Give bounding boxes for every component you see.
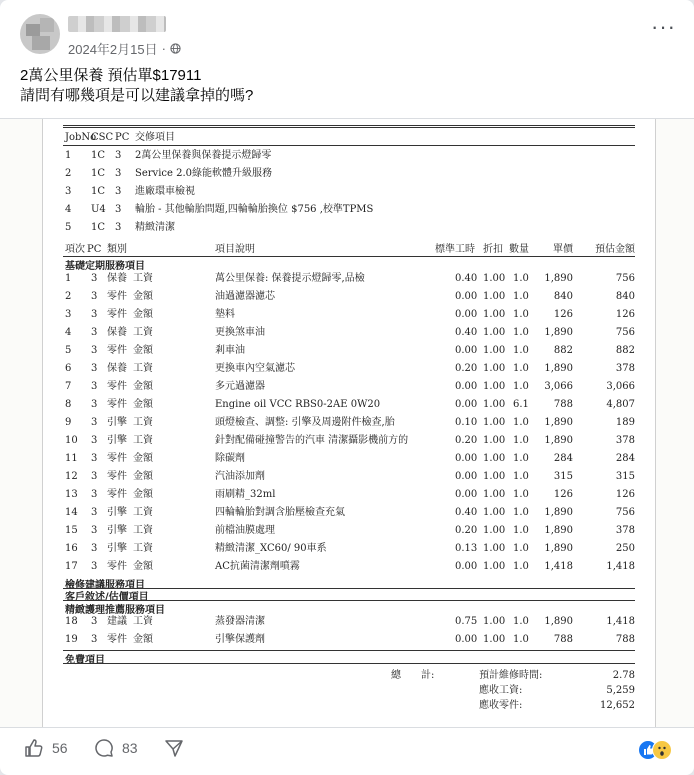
post-date[interactable]: 2024年2月15日 bbox=[68, 42, 158, 57]
item-cell-qty: 1.0 bbox=[513, 489, 529, 500]
item-cell-type: 保養 bbox=[107, 327, 127, 338]
job-cell: 3 bbox=[115, 186, 122, 197]
comment-button[interactable] bbox=[94, 738, 138, 758]
item-cell-idx: 9 bbox=[65, 417, 72, 428]
item-cell-disc: 1.00 bbox=[483, 273, 506, 284]
item-cell-type: 保養 bbox=[107, 273, 127, 284]
item-cell-type: 零件 bbox=[107, 291, 127, 302]
more-options-button[interactable]: ··· bbox=[651, 14, 676, 39]
post-actions bbox=[0, 728, 694, 772]
post-text-line2: 請問有哪幾項是可以建議拿掉的嗎? bbox=[20, 87, 254, 104]
item-cell-pc: 3 bbox=[91, 435, 98, 446]
item-cell-price: 126 bbox=[553, 309, 573, 320]
item-cell-std: 0.00 bbox=[455, 471, 478, 482]
item-cell-est: 788 bbox=[615, 634, 635, 645]
item-cell-idx: 11 bbox=[65, 453, 78, 464]
item-cell-pc: 3 bbox=[91, 417, 98, 428]
item-cell-idx: 19 bbox=[65, 634, 78, 645]
item-cell-kind: 金額 bbox=[133, 345, 153, 356]
item-cell-type: 零件 bbox=[107, 381, 127, 392]
item-cell-kind: 金額 bbox=[133, 399, 153, 410]
meta-separator: · bbox=[161, 41, 166, 56]
item-header-disc: 折扣 bbox=[483, 244, 503, 255]
item-header-rule bbox=[63, 256, 635, 257]
section-customer: 客戶敘述/估價項目 bbox=[65, 592, 149, 603]
item-cell-std: 0.00 bbox=[455, 489, 478, 500]
section2-rule bbox=[63, 588, 635, 589]
item-cell-type: 零件 bbox=[107, 634, 127, 645]
item-header-pc: PC bbox=[87, 244, 102, 255]
item-cell-pc: 3 bbox=[91, 345, 98, 356]
item-cell-desc: 萬公里保養: 保養提示燈歸零,品檢 bbox=[215, 273, 365, 284]
item-cell-disc: 1.00 bbox=[483, 417, 506, 428]
item-cell-kind: 金額 bbox=[133, 453, 153, 464]
item-header-cat: 類別 bbox=[107, 244, 127, 255]
item-cell-type: 建議 bbox=[107, 616, 127, 627]
item-cell-type: 引擎 bbox=[107, 525, 127, 536]
item-cell-price: 1,890 bbox=[544, 543, 573, 554]
item-header-idx: 項次 bbox=[65, 244, 85, 255]
item-cell-disc: 1.00 bbox=[483, 489, 506, 500]
item-cell-desc: 更換煞車油 bbox=[215, 327, 265, 338]
reaction-summary[interactable] bbox=[638, 740, 678, 760]
item-cell-pc: 3 bbox=[91, 489, 98, 500]
item-cell-disc: 1.00 bbox=[483, 471, 506, 482]
item-cell-kind: 工資 bbox=[133, 543, 153, 554]
section-basic-service: 基礎定期服務項目 bbox=[65, 261, 145, 272]
item-cell-est: 882 bbox=[615, 345, 635, 356]
item-cell-pc: 3 bbox=[91, 507, 98, 518]
item-cell-qty: 1.0 bbox=[513, 273, 529, 284]
item-cell-desc: 剎車油 bbox=[215, 345, 245, 356]
item-cell-kind: 工資 bbox=[133, 525, 153, 536]
section4-rule bbox=[63, 650, 635, 651]
item-cell-qty: 1.0 bbox=[513, 453, 529, 464]
item-cell-est: 3,066 bbox=[606, 381, 635, 392]
post-meta bbox=[68, 39, 181, 58]
wow-reaction-icon bbox=[652, 740, 672, 760]
item-cell-std: 0.00 bbox=[455, 381, 478, 392]
item-cell-pc: 3 bbox=[91, 453, 98, 464]
item-cell-desc: 墊料 bbox=[215, 309, 235, 320]
item-cell-idx: 2 bbox=[65, 291, 72, 302]
item-cell-kind: 金額 bbox=[133, 561, 153, 572]
job-cell: 1C bbox=[91, 168, 106, 179]
item-cell-std: 0.00 bbox=[455, 634, 478, 645]
item-cell-kind: 金額 bbox=[133, 381, 153, 392]
item-cell-std: 0.00 bbox=[455, 345, 478, 356]
item-cell-idx: 12 bbox=[65, 471, 78, 482]
job-header-cell: 交修項目 bbox=[135, 132, 175, 143]
item-cell-disc: 1.00 bbox=[483, 507, 506, 518]
item-cell-disc: 1.00 bbox=[483, 363, 506, 374]
comment-bubble-icon bbox=[94, 738, 114, 758]
item-cell-type: 引擎 bbox=[107, 507, 127, 518]
item-cell-desc: 精緻清潔_XC60/ 90車系 bbox=[215, 543, 327, 554]
item-cell-idx: 6 bbox=[65, 363, 72, 374]
job-cell: 5 bbox=[65, 222, 72, 233]
total-label: 總 計: bbox=[391, 670, 435, 681]
doc-top-rule bbox=[63, 125, 635, 126]
item-cell-qty: 1.0 bbox=[513, 634, 529, 645]
item-cell-disc: 1.00 bbox=[483, 634, 506, 645]
job-cell: 3 bbox=[115, 168, 122, 179]
item-cell-price: 1,890 bbox=[544, 327, 573, 338]
item-cell-kind: 工資 bbox=[133, 363, 153, 374]
item-cell-disc: 1.00 bbox=[483, 327, 506, 338]
item-cell-idx: 5 bbox=[65, 345, 72, 356]
item-cell-est: 126 bbox=[615, 489, 635, 500]
post-text-line1: 2萬公里保養 預估單$17911 bbox=[20, 67, 202, 84]
item-cell-price: 1,890 bbox=[544, 363, 573, 374]
item-cell-price: 1,418 bbox=[544, 561, 573, 572]
job-cell: Service 2.0綠能軟體升級服務 bbox=[135, 168, 272, 179]
share-icon bbox=[164, 738, 184, 758]
item-cell-desc: 針對配備碰撞警告的汽車 清潔攝影機前方的 bbox=[215, 435, 409, 446]
item-cell-std: 0.20 bbox=[455, 435, 478, 446]
item-cell-kind: 金額 bbox=[133, 309, 153, 320]
item-cell-type: 零件 bbox=[107, 453, 127, 464]
item-cell-idx: 17 bbox=[65, 561, 78, 572]
doc-top-rule-2 bbox=[63, 127, 635, 128]
item-cell-kind: 金額 bbox=[133, 471, 153, 482]
item-cell-price: 840 bbox=[553, 291, 573, 302]
item-cell-kind: 金額 bbox=[133, 489, 153, 500]
item-cell-desc: 頭燈檢查、調整: 引擎及周邊附件檢查,胎 bbox=[215, 417, 395, 428]
item-cell-pc: 3 bbox=[91, 525, 98, 536]
item-cell-idx: 10 bbox=[65, 435, 78, 446]
job-header-cell: CSC bbox=[91, 132, 114, 143]
item-cell-price: 1,890 bbox=[544, 507, 573, 518]
item-cell-qty: 1.0 bbox=[513, 561, 529, 572]
summary-label: 預計維修時間: bbox=[479, 670, 543, 681]
item-cell-est: 378 bbox=[615, 525, 635, 536]
item-cell-desc: 蒸發器清潔 bbox=[215, 616, 265, 627]
item-cell-price: 284 bbox=[553, 453, 573, 464]
item-cell-qty: 1.0 bbox=[513, 309, 529, 320]
item-cell-kind: 工資 bbox=[133, 435, 153, 446]
summary-value: 12,652 bbox=[600, 700, 635, 711]
item-cell-pc: 3 bbox=[91, 561, 98, 572]
section-free: 免費項目 bbox=[65, 655, 105, 666]
item-cell-kind: 金額 bbox=[133, 634, 153, 645]
item-cell-desc: 多元過濾器 bbox=[215, 381, 265, 392]
item-cell-pc: 3 bbox=[91, 327, 98, 338]
item-cell-type: 零件 bbox=[107, 399, 127, 410]
item-cell-idx: 18 bbox=[65, 616, 78, 627]
item-cell-disc: 1.00 bbox=[483, 345, 506, 356]
item-cell-est: 756 bbox=[615, 273, 635, 284]
item-cell-qty: 1.0 bbox=[513, 327, 529, 338]
item-cell-std: 0.75 bbox=[455, 616, 478, 627]
item-cell-est: 189 bbox=[615, 417, 635, 428]
item-cell-qty: 1.0 bbox=[513, 435, 529, 446]
item-cell-est: 315 bbox=[615, 471, 635, 482]
item-header-desc: 項目說明 bbox=[215, 244, 255, 255]
job-header-cell: PC bbox=[115, 132, 130, 143]
thumbs-up-icon bbox=[24, 738, 44, 758]
like-button[interactable] bbox=[24, 738, 68, 758]
item-cell-desc: 引擎保護劑 bbox=[215, 634, 265, 645]
globe-icon bbox=[170, 43, 181, 54]
item-cell-price: 1,890 bbox=[544, 435, 573, 446]
item-cell-kind: 工資 bbox=[133, 273, 153, 284]
item-header-std: 標準工時 bbox=[435, 244, 475, 255]
item-cell-est: 126 bbox=[615, 309, 635, 320]
item-cell-pc: 3 bbox=[91, 309, 98, 320]
job-cell: 1 bbox=[65, 150, 72, 161]
item-cell-qty: 1.0 bbox=[513, 507, 529, 518]
section5-rule bbox=[63, 663, 635, 664]
item-cell-qty: 1.0 bbox=[513, 363, 529, 374]
job-cell: 輪胎 - 其他輪胎問題,四輪輪胎換位 $756 ,校準TPMS bbox=[135, 204, 374, 215]
item-cell-desc: 四輪輪胎對調含胎壓檢查充氣 bbox=[215, 507, 345, 518]
item-cell-desc: AC抗菌清潔劑噴霧 bbox=[215, 561, 300, 572]
item-cell-price: 788 bbox=[553, 399, 573, 410]
item-cell-pc: 3 bbox=[91, 381, 98, 392]
item-cell-disc: 1.00 bbox=[483, 309, 506, 320]
item-cell-est: 284 bbox=[615, 453, 635, 464]
item-cell-pc: 3 bbox=[91, 273, 98, 284]
item-cell-disc: 1.00 bbox=[483, 381, 506, 392]
job-cell: 4 bbox=[65, 204, 72, 215]
item-cell-qty: 1.0 bbox=[513, 291, 529, 302]
estimate-document bbox=[42, 119, 656, 727]
job-cell: 2萬公里保養與保養提示燈歸零 bbox=[135, 150, 272, 161]
section-inspection: 檢修建議服務項目 bbox=[65, 580, 145, 591]
item-cell-desc: Engine oil VCC RBS0-2AE 0W20 bbox=[215, 399, 381, 410]
item-cell-pc: 3 bbox=[91, 634, 98, 645]
attached-estimate-photo[interactable] bbox=[0, 118, 694, 728]
summary-value: 2.78 bbox=[612, 670, 635, 681]
item-cell-std: 0.13 bbox=[455, 543, 478, 554]
job-cell: U4 bbox=[91, 204, 106, 215]
item-cell-pc: 3 bbox=[91, 471, 98, 482]
item-cell-disc: 1.00 bbox=[483, 616, 506, 627]
item-cell-idx: 13 bbox=[65, 489, 78, 500]
item-cell-std: 0.00 bbox=[455, 561, 478, 572]
item-cell-est: 756 bbox=[615, 507, 635, 518]
item-cell-est: 756 bbox=[615, 327, 635, 338]
item-cell-type: 零件 bbox=[107, 345, 127, 356]
item-cell-kind: 工資 bbox=[133, 417, 153, 428]
item-cell-idx: 7 bbox=[65, 381, 72, 392]
item-cell-price: 1,890 bbox=[544, 273, 573, 284]
item-cell-desc: 除碳劑 bbox=[215, 453, 245, 464]
item-cell-disc: 1.00 bbox=[483, 543, 506, 554]
item-cell-price: 788 bbox=[553, 634, 573, 645]
job-cell: 進廠環車檢視 bbox=[135, 186, 195, 197]
author-name-blurred[interactable] bbox=[68, 16, 166, 32]
item-cell-type: 引擎 bbox=[107, 417, 127, 428]
job-cell: 3 bbox=[65, 186, 72, 197]
item-cell-price: 315 bbox=[553, 471, 573, 482]
item-cell-idx: 1 bbox=[65, 273, 72, 284]
like-count: 56 bbox=[52, 740, 68, 756]
item-cell-kind: 金額 bbox=[133, 291, 153, 302]
item-cell-est: 1,418 bbox=[606, 561, 635, 572]
avatar[interactable] bbox=[20, 14, 60, 54]
share-button[interactable] bbox=[164, 738, 184, 758]
item-cell-est: 250 bbox=[615, 543, 635, 554]
item-cell-disc: 1.00 bbox=[483, 561, 506, 572]
item-cell-type: 保養 bbox=[107, 363, 127, 374]
item-cell-price: 882 bbox=[553, 345, 573, 356]
item-cell-desc: 汽油添加劑 bbox=[215, 471, 265, 482]
job-cell: 3 bbox=[115, 222, 122, 233]
item-header-est: 預估金額 bbox=[595, 244, 635, 255]
item-cell-kind: 工資 bbox=[133, 327, 153, 338]
item-cell-pc: 3 bbox=[91, 616, 98, 627]
item-cell-disc: 1.00 bbox=[483, 453, 506, 464]
item-cell-std: 0.20 bbox=[455, 525, 478, 536]
item-cell-idx: 14 bbox=[65, 507, 78, 518]
item-cell-pc: 3 bbox=[91, 363, 98, 374]
item-cell-desc: 前檔油膜處理 bbox=[215, 525, 275, 536]
item-cell-disc: 1.00 bbox=[483, 525, 506, 536]
item-cell-price: 1,890 bbox=[544, 616, 573, 627]
item-cell-pc: 3 bbox=[91, 399, 98, 410]
item-cell-qty: 1.0 bbox=[513, 525, 529, 536]
item-cell-type: 零件 bbox=[107, 471, 127, 482]
item-cell-type: 零件 bbox=[107, 489, 127, 500]
job-cell: 1C bbox=[91, 222, 106, 233]
item-cell-est: 1,418 bbox=[606, 616, 635, 627]
job-header-cell: JobNo bbox=[65, 132, 97, 143]
item-cell-est: 378 bbox=[615, 435, 635, 446]
item-cell-desc: 油過濾器濾芯 bbox=[215, 291, 275, 302]
item-cell-std: 0.40 bbox=[455, 273, 478, 284]
item-cell-type: 引擎 bbox=[107, 543, 127, 554]
item-cell-std: 0.20 bbox=[455, 363, 478, 374]
summary-label: 應收工資: bbox=[479, 685, 523, 696]
item-cell-qty: 1.0 bbox=[513, 345, 529, 356]
item-cell-std: 0.00 bbox=[455, 453, 478, 464]
item-cell-price: 1,890 bbox=[544, 417, 573, 428]
item-header-qty: 數量 bbox=[509, 244, 529, 255]
item-cell-est: 4,807 bbox=[606, 399, 635, 410]
item-cell-qty: 6.1 bbox=[513, 399, 529, 410]
comment-count: 83 bbox=[122, 740, 138, 756]
item-cell-pc: 3 bbox=[91, 543, 98, 554]
item-cell-std: 0.00 bbox=[455, 399, 478, 410]
item-cell-std: 0.10 bbox=[455, 417, 478, 428]
job-cell: 3 bbox=[115, 204, 122, 215]
job-cell: 2 bbox=[65, 168, 72, 179]
item-cell-desc: 更換車內空氣濾芯 bbox=[215, 363, 295, 374]
item-cell-price: 1,890 bbox=[544, 525, 573, 536]
item-cell-kind: 工資 bbox=[133, 507, 153, 518]
item-cell-qty: 1.0 bbox=[513, 543, 529, 554]
item-cell-price: 126 bbox=[553, 489, 573, 500]
item-cell-type: 引擎 bbox=[107, 435, 127, 446]
item-cell-type: 零件 bbox=[107, 561, 127, 572]
item-cell-idx: 8 bbox=[65, 399, 72, 410]
item-cell-kind: 工資 bbox=[133, 616, 153, 627]
item-cell-qty: 1.0 bbox=[513, 471, 529, 482]
job-cell: 1C bbox=[91, 150, 106, 161]
item-cell-std: 0.40 bbox=[455, 327, 478, 338]
item-cell-disc: 1.00 bbox=[483, 435, 506, 446]
item-cell-qty: 1.0 bbox=[513, 616, 529, 627]
item-cell-est: 840 bbox=[615, 291, 635, 302]
section-detailing: 精緻護理推薦服務項目 bbox=[65, 605, 165, 616]
post-text bbox=[20, 66, 253, 106]
item-cell-idx: 4 bbox=[65, 327, 72, 338]
summary-value: 5,259 bbox=[606, 685, 635, 696]
summary-label: 應收零件: bbox=[479, 700, 523, 711]
job-cell: 精緻清潔 bbox=[135, 222, 175, 233]
item-cell-qty: 1.0 bbox=[513, 417, 529, 428]
item-cell-std: 0.00 bbox=[455, 309, 478, 320]
item-cell-qty: 1.0 bbox=[513, 381, 529, 392]
item-cell-idx: 16 bbox=[65, 543, 78, 554]
job-cell: 3 bbox=[115, 150, 122, 161]
item-cell-disc: 1.00 bbox=[483, 291, 506, 302]
job-header-rule bbox=[63, 145, 635, 146]
item-cell-desc: 雨刷精_32ml bbox=[215, 489, 276, 500]
item-cell-std: 0.00 bbox=[455, 291, 478, 302]
job-cell: 1C bbox=[91, 186, 106, 197]
item-cell-idx: 15 bbox=[65, 525, 78, 536]
item-cell-std: 0.40 bbox=[455, 507, 478, 518]
item-cell-type: 零件 bbox=[107, 309, 127, 320]
item-cell-pc: 3 bbox=[91, 291, 98, 302]
item-cell-est: 378 bbox=[615, 363, 635, 374]
item-cell-price: 3,066 bbox=[544, 381, 573, 392]
item-cell-disc: 1.00 bbox=[483, 399, 506, 410]
item-header-price: 單價 bbox=[553, 244, 573, 255]
item-cell-idx: 3 bbox=[65, 309, 72, 320]
